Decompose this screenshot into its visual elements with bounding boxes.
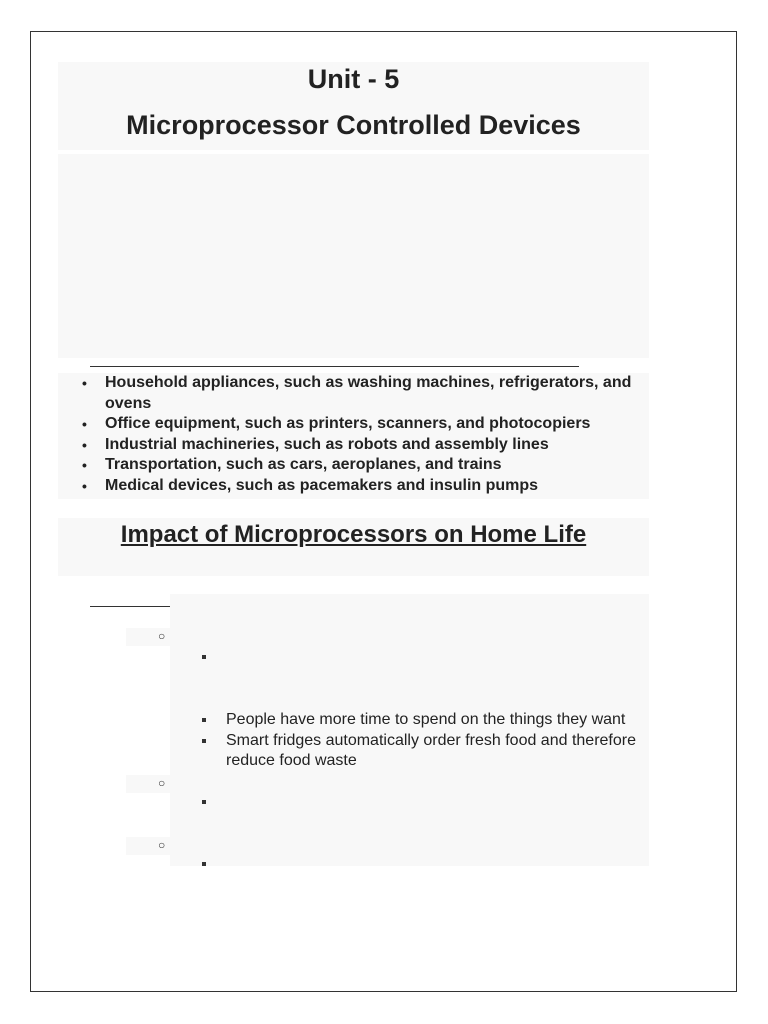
list-item-text: Medical devices, such as pacemakers and insulin pumps bbox=[105, 476, 539, 494]
bullet-icon: • bbox=[82, 436, 87, 453]
impact-heading-block bbox=[58, 518, 649, 576]
circle-bullet-icon: ○ bbox=[158, 629, 166, 643]
blank-section bbox=[58, 154, 649, 358]
list-item-text: Office equipment, such as printers, scanners, and photocopiers bbox=[105, 415, 591, 432]
list-item bbox=[58, 476, 649, 497]
impact-list-block bbox=[170, 594, 649, 866]
section-heading: Impact of Microprocessors on Home Life bbox=[120, 521, 587, 548]
square-bullet-icon bbox=[202, 718, 206, 722]
impact-point: Smart fridges automatically order fresh food and therefore reduce food waste bbox=[226, 732, 636, 769]
list-item bbox=[58, 435, 649, 456]
list-item-text: Industrial machineries, such as robots and assembly lines bbox=[105, 435, 549, 453]
square-bullet-icon bbox=[202, 862, 206, 866]
circle-bullet-icon: ○ bbox=[158, 776, 166, 790]
bullet-icon: • bbox=[82, 416, 87, 432]
list-item-text: Household appliances, such as washing machines, refrigerators, and ovens bbox=[105, 374, 632, 412]
bullet-icon: • bbox=[82, 457, 87, 473]
list-item-text: Transportation, such as cars, aeroplanes, and trains bbox=[105, 456, 502, 473]
bullet-icon: • bbox=[82, 477, 87, 494]
unit-title: Unit - 5 bbox=[307, 64, 400, 94]
circle-bullet-icon: ○ bbox=[158, 838, 166, 852]
list-item bbox=[58, 373, 649, 414]
applications-list-block bbox=[58, 373, 649, 499]
title-block bbox=[58, 62, 649, 150]
square-bullet-icon bbox=[202, 739, 206, 743]
square-bullet-icon bbox=[202, 800, 206, 804]
list-item bbox=[58, 414, 649, 435]
square-bullet-icon bbox=[202, 655, 206, 659]
page-title: Microprocessor Controlled Devices bbox=[126, 110, 581, 140]
impact-point: People have more time to spend on the things they want bbox=[226, 711, 626, 728]
bullet-icon: • bbox=[82, 375, 87, 391]
applications-list bbox=[58, 373, 649, 496]
list-item bbox=[58, 455, 649, 476]
underline-rule bbox=[90, 366, 579, 367]
